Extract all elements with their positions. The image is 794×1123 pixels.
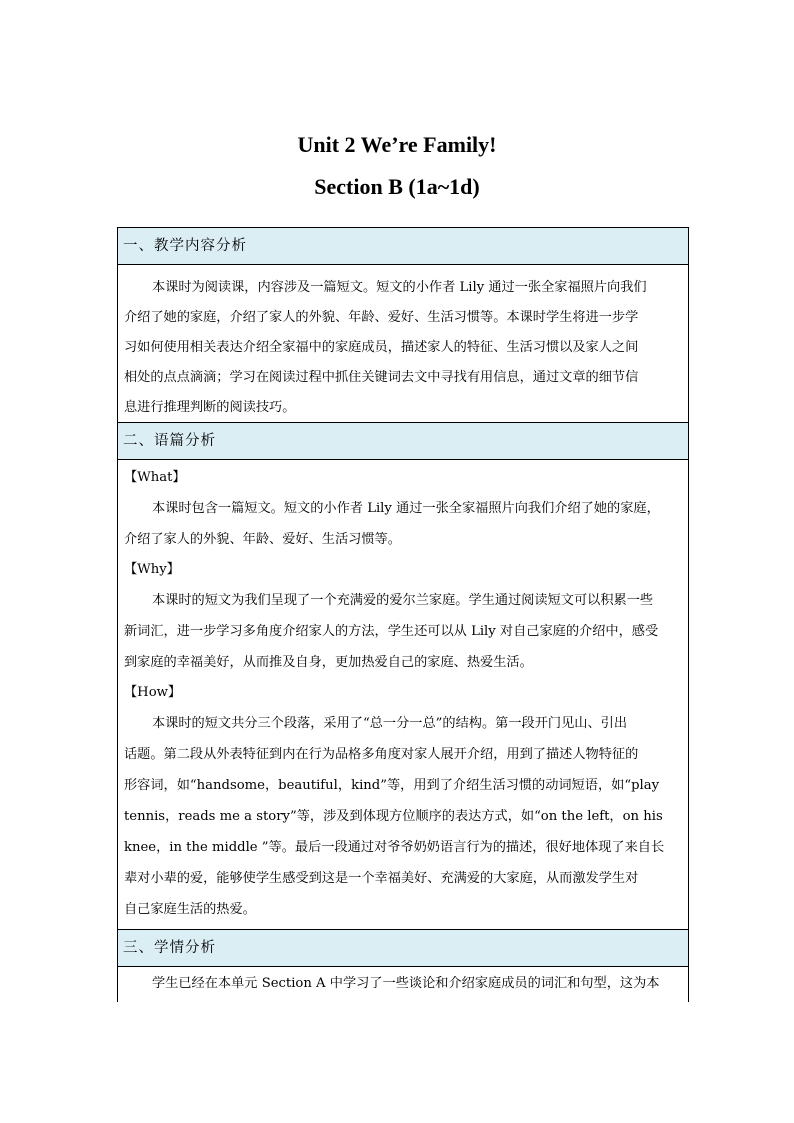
text-line: 本课时包含一篇短文。短文的小作者 Lily 通过一张全家福照片向我们介绍了她的家庭， — [152, 501, 660, 516]
what-label: 【What】 — [124, 470, 186, 485]
section-heading-content-analysis: 一、教学内容分析 — [118, 228, 688, 265]
text-line: 辈对小辈的爱，能够使学生感受到这是一个幸福美好、充满爱的大家庭，从而激发学生对 — [124, 871, 639, 886]
document-title: Unit 2 We’re Family! — [297, 132, 497, 157]
document-subtitle: Section B (1a~1d) — [314, 174, 480, 199]
text-line: 本课时的短文共分三个段落，采用了“总一分一总”的结构。第一段开门见山、引出 — [152, 716, 628, 731]
content-analysis-body — [118, 265, 688, 423]
text-line: 介绍了她的家庭，介绍了家人的外貌、年龄、爱好、生活习惯等。本课时学生将进一步学 — [124, 310, 639, 325]
section-heading-discourse-analysis: 二、语篇分析 — [118, 423, 688, 460]
text-line: tennis，reads me a story”等，涉及到体现方位顺序的表达方式，如“on the left，on his — [124, 809, 663, 824]
text-line: 学生已经在本单元 Section A 中学习了一些谈论和介绍家庭成员的词汇和句型，这为本 — [152, 976, 660, 991]
text-line: 新词汇，进一步学习多角度介绍家人的方法，学生还可以从 Lily 对自己家庭的介绍中，感受 — [124, 624, 659, 639]
lesson-analysis-table — [117, 227, 689, 1002]
text-line: 本课时的短文为我们呈现了一个充满爱的爱尔兰家庭。学生通过阅读短文可以积累一些 — [152, 593, 654, 608]
discourse-analysis-body — [118, 460, 688, 930]
text-line: 话题。第二段从外表特征到内在行为品格多角度对家人展开介绍，用到了描述人物特征的 — [124, 747, 639, 762]
text-line: 本课时为阅读课，内容涉及一篇短文。短文的小作者 Lily 通过一张全家福照片向我们 — [152, 280, 647, 295]
why-label: 【Why】 — [124, 562, 180, 577]
text-line: knee，in the middle ”等。最后一段通过对爷爷奶奶语言行为的描述，很好地体现了来自长 — [124, 840, 665, 855]
text-line: 介绍了家人的外貌、年龄、爱好、生活习惯等。 — [124, 532, 401, 547]
text-line: 到家庭的幸福美好，从而推及自身，更加热爱自己的家庭、热爱生活。 — [124, 655, 533, 670]
text-line: 习如何使用相关表达介绍全家福中的家庭成员，描述家人的特征、生活习惯以及家人之间 — [124, 340, 639, 355]
text-line: 相处的点点滴滴；学习在阅读过程中抓住关键词去文中寻找有用信息，通过文章的细节信 — [124, 370, 639, 385]
text-line: 形容词，如“handsome，beautiful，kind”等，用到了介绍生活习惯的动词短语，如“play — [124, 778, 660, 793]
text-line: 自己家庭生活的热爱。 — [124, 902, 256, 917]
section-heading-learner-analysis: 三、学情分析 — [118, 930, 688, 967]
learner-analysis-body — [118, 967, 688, 1003]
text-line: 息进行推理判断的阅读技巧。 — [124, 400, 296, 415]
how-label: 【How】 — [124, 685, 182, 700]
